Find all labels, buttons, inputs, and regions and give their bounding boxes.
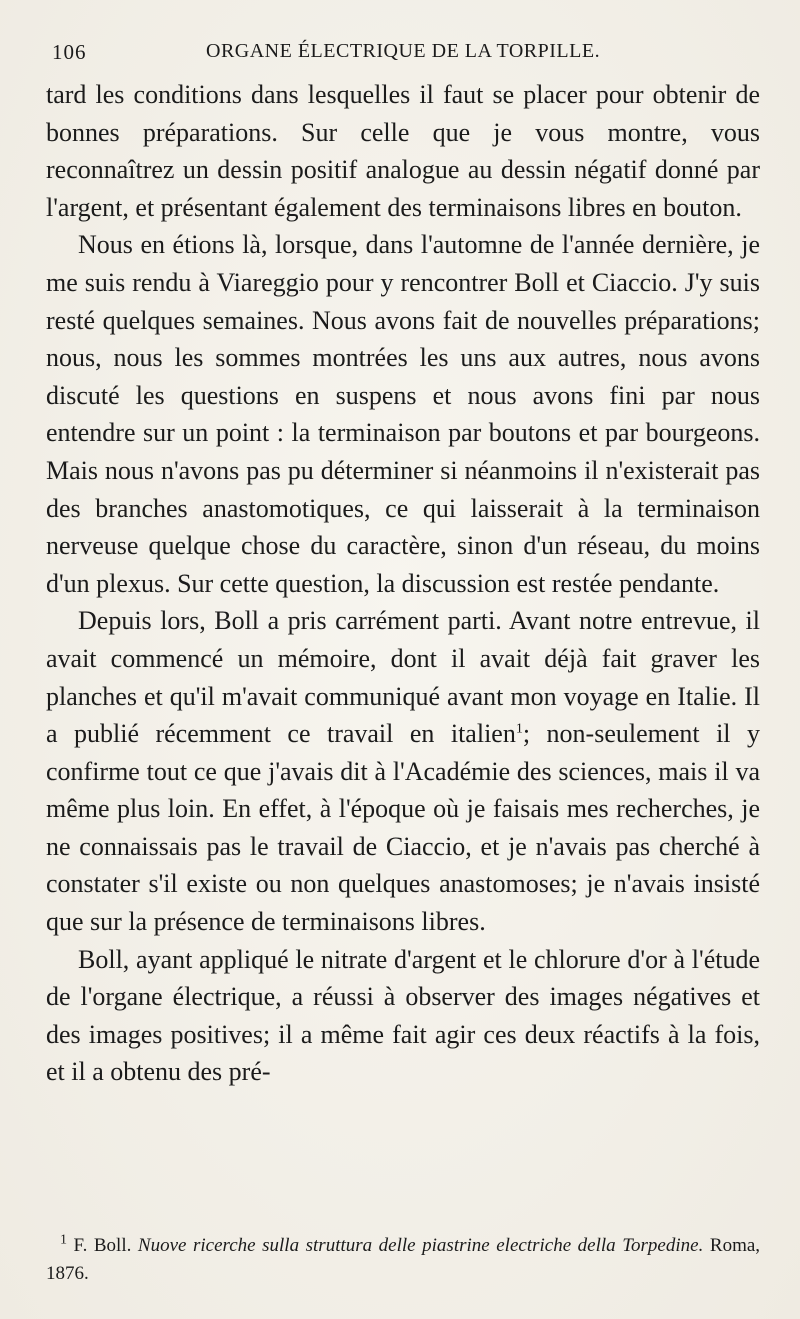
paragraph-3-text-after: ; non-seulement il y confirme tout ce que j'avais dit à l'Académie des sciences, mais il va même plus loin. En effet, à l'époque où je faisais mes recherches, je ne connaissais pas le travail de Ciaccio, et je n'avais pas cherché à constater s'il existe ou non quelques anastomoses; je n'avais insisté que sur la présence de terminaisons libres. [46,719,760,937]
paragraph-3 [46,602,760,940]
footnote-place-year: Roma, 1876. [46,1235,761,1284]
paragraph-3-text-before: Depuis lors, Boll a pris carrément parti. Avant notre entrevue, il avait commencé un mémoire, dont il avait déjà fait graver les planches et qu'il m'avait communiqué avant mon voyage en Italie. Il a publié récemment ce travail en italien [46,606,760,749]
footnote [46,1232,760,1288]
running-title: ORGANE ÉLECTRIQUE DE LA TORPILLE. [206,40,601,62]
paragraph-2: Nous en étions là, lorsque, dans l'automne de l'année dernière, je me suis rendu à Viareggio pour y rencontrer Boll et Ciaccio. J'y suis resté quelques semaines. Nous avons fait de nouvelles préparations; nous, nous les sommes montrées les uns aux autres, nous avons discuté les questions en suspens et nous avons fini par nous entendre sur un point : la terminaison par boutons et par bourgeons. Mais nous n'avons pas pu déterminer si néanmoins il n'existerait pas des branches anastomotiques, ce qui laisserait à la terminaison nerveuse quelque chose du caractère, sinon d'un réseau, du moins d'un plexus. Sur cette question, la discussion est restée pendante. [46,230,760,598]
paragraph-1: tard les conditions dans lesquelles il faut se placer pour obtenir de bonnes préparations. Sur celle que je vous montre, vous reconnaîtrez un dessin positif analogue au dessin négatif donné par l'argent, et présentant également des terminaisons libres en bouton. [46,80,760,222]
footnote-author: F. Boll. [73,1235,132,1256]
paragraph-4: Boll, ayant appliqué le nitrate d'argent et le chlorure d'or à l'étude de l'organe électrique, a réussi à observer des images négatives et des images positives; il a même fait agir ces deux réactifs à la fois, et il a obtenu des pré- [46,944,760,1087]
footnote-title: Nuove ricerche sulla struttura delle piastrine electriche della Torpedine. [137,1235,704,1256]
footnote-marker: 1 [60,1232,67,1248]
running-header [46,36,760,74]
footnote-reference: 1 [515,721,523,737]
page-number: 106 [52,40,87,64]
body-text [46,76,760,1091]
